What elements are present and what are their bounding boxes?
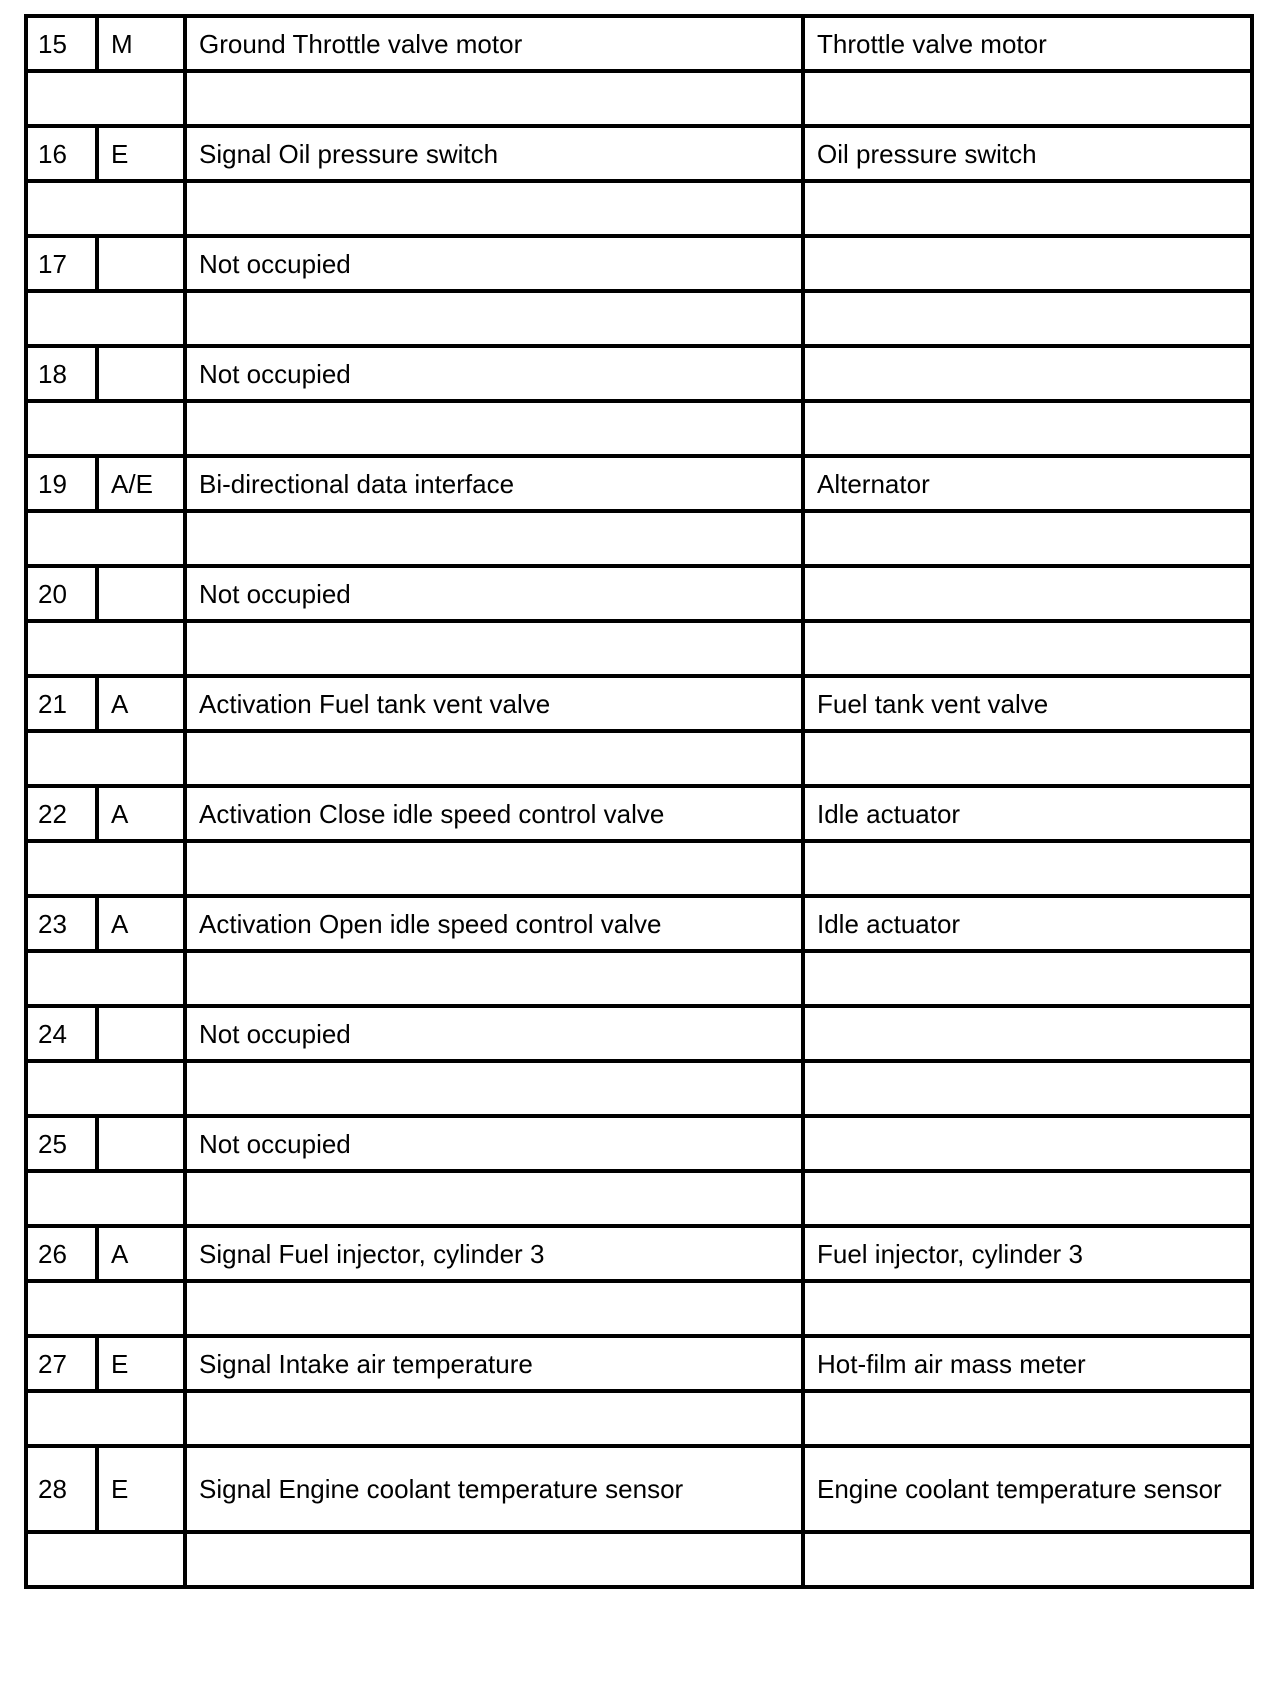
spacer-cell (185, 731, 803, 786)
spacer-cell (803, 1171, 1252, 1226)
signal-type (97, 1006, 185, 1061)
pin-row (26, 236, 1252, 291)
pin-number: 24 (26, 1006, 97, 1061)
signal-type: E (97, 126, 185, 181)
pin-assignment-body (26, 16, 1252, 1587)
spacer-cell (26, 951, 185, 1006)
pin-number: 22 (26, 786, 97, 841)
signal-type: A (97, 896, 185, 951)
spacer-cell (803, 731, 1252, 786)
pin-function: Signal Intake air temperature (185, 1336, 803, 1391)
connected-component: Hot-film air mass meter (803, 1336, 1252, 1391)
spacer-cell (26, 1391, 185, 1446)
spacer-cell (26, 731, 185, 786)
spacer-row (26, 621, 1252, 676)
pin-function: Activation Close idle speed control valve (185, 786, 803, 841)
pin-number: 23 (26, 896, 97, 951)
connected-component: Fuel tank vent valve (803, 676, 1252, 731)
spacer-cell (803, 1532, 1252, 1587)
spacer-cell (185, 71, 803, 126)
spacer-cell (185, 1281, 803, 1336)
spacer-cell (185, 291, 803, 346)
spacer-cell (26, 71, 185, 126)
spacer-cell (803, 841, 1252, 896)
spacer-cell (26, 841, 185, 896)
pin-function: Signal Engine coolant temperature sensor (185, 1446, 803, 1532)
pin-function: Activation Fuel tank vent valve (185, 676, 803, 731)
spacer-cell (185, 1171, 803, 1226)
spacer-cell (803, 291, 1252, 346)
pin-number: 19 (26, 456, 97, 511)
spacer-cell (185, 1391, 803, 1446)
pin-number: 27 (26, 1336, 97, 1391)
spacer-cell (803, 71, 1252, 126)
spacer-cell (26, 621, 185, 676)
pin-function: Bi-directional data interface (185, 456, 803, 511)
pin-function: Not occupied (185, 566, 803, 621)
spacer-row (26, 1171, 1252, 1226)
signal-type: E (97, 1336, 185, 1391)
pin-number: 26 (26, 1226, 97, 1281)
spacer-cell (26, 1532, 185, 1587)
pin-number: 15 (26, 16, 97, 71)
pin-row (26, 786, 1252, 841)
connected-component: Oil pressure switch (803, 126, 1252, 181)
signal-type (97, 1116, 185, 1171)
spacer-cell (803, 1391, 1252, 1446)
pin-row (26, 896, 1252, 951)
pin-function: Signal Fuel injector, cylinder 3 (185, 1226, 803, 1281)
spacer-cell (185, 841, 803, 896)
pin-row (26, 1446, 1252, 1532)
signal-type (97, 566, 185, 621)
pin-number: 20 (26, 566, 97, 621)
signal-type: M (97, 16, 185, 71)
pin-row (26, 676, 1252, 731)
spacer-row (26, 1391, 1252, 1446)
pin-function: Not occupied (185, 1116, 803, 1171)
connected-component: Fuel injector, cylinder 3 (803, 1226, 1252, 1281)
spacer-cell (26, 181, 185, 236)
spacer-cell (185, 621, 803, 676)
pin-row (26, 1336, 1252, 1391)
spacer-row (26, 401, 1252, 456)
pin-function: Not occupied (185, 1006, 803, 1061)
connected-component (803, 566, 1252, 621)
spacer-cell (803, 1281, 1252, 1336)
spacer-row (26, 841, 1252, 896)
pin-number: 16 (26, 126, 97, 181)
connected-component: Throttle valve motor (803, 16, 1252, 71)
spacer-row (26, 1061, 1252, 1116)
pin-function: Ground Throttle valve motor (185, 16, 803, 71)
pin-row (26, 456, 1252, 511)
pin-number: 21 (26, 676, 97, 731)
pin-assignment-table (24, 14, 1254, 1589)
spacer-row (26, 181, 1252, 236)
signal-type (97, 346, 185, 401)
spacer-cell (26, 401, 185, 456)
pin-function: Not occupied (185, 236, 803, 291)
signal-type: A (97, 1226, 185, 1281)
spacer-cell (26, 511, 185, 566)
pin-row (26, 1006, 1252, 1061)
pin-row (26, 1116, 1252, 1171)
connected-component: Engine coolant temperature sensor (803, 1446, 1252, 1532)
connected-component: Idle actuator (803, 896, 1252, 951)
spacer-cell (803, 181, 1252, 236)
signal-type: E (97, 1446, 185, 1532)
spacer-cell (185, 511, 803, 566)
spacer-row (26, 731, 1252, 786)
signal-type: A/E (97, 456, 185, 511)
spacer-cell (803, 621, 1252, 676)
spacer-row (26, 1281, 1252, 1336)
pin-number: 17 (26, 236, 97, 291)
signal-type: A (97, 676, 185, 731)
spacer-row (26, 291, 1252, 346)
spacer-row (26, 71, 1252, 126)
pin-number: 25 (26, 1116, 97, 1171)
spacer-row (26, 1532, 1252, 1587)
pin-row (26, 566, 1252, 621)
connected-component: Idle actuator (803, 786, 1252, 841)
spacer-cell (803, 401, 1252, 456)
connected-component (803, 1116, 1252, 1171)
pin-row (26, 1226, 1252, 1281)
spacer-cell (803, 951, 1252, 1006)
connected-component (803, 1006, 1252, 1061)
spacer-cell (185, 1061, 803, 1116)
spacer-row (26, 511, 1252, 566)
pin-function: Not occupied (185, 346, 803, 401)
spacer-cell (185, 1532, 803, 1587)
spacer-cell (26, 1171, 185, 1226)
spacer-cell (26, 291, 185, 346)
spacer-cell (185, 401, 803, 456)
spacer-row (26, 951, 1252, 1006)
connected-component: Alternator (803, 456, 1252, 511)
spacer-cell (803, 1061, 1252, 1116)
connected-component (803, 346, 1252, 401)
spacer-cell (803, 511, 1252, 566)
pin-row (26, 126, 1252, 181)
signal-type: A (97, 786, 185, 841)
spacer-cell (185, 181, 803, 236)
spacer-cell (185, 951, 803, 1006)
signal-type (97, 236, 185, 291)
spacer-cell (26, 1061, 185, 1116)
pin-function: Signal Oil pressure switch (185, 126, 803, 181)
pin-number: 18 (26, 346, 97, 401)
connected-component (803, 236, 1252, 291)
pin-row (26, 346, 1252, 401)
spacer-cell (26, 1281, 185, 1336)
pin-row (26, 16, 1252, 71)
pin-number: 28 (26, 1446, 97, 1532)
pin-function: Activation Open idle speed control valve (185, 896, 803, 951)
